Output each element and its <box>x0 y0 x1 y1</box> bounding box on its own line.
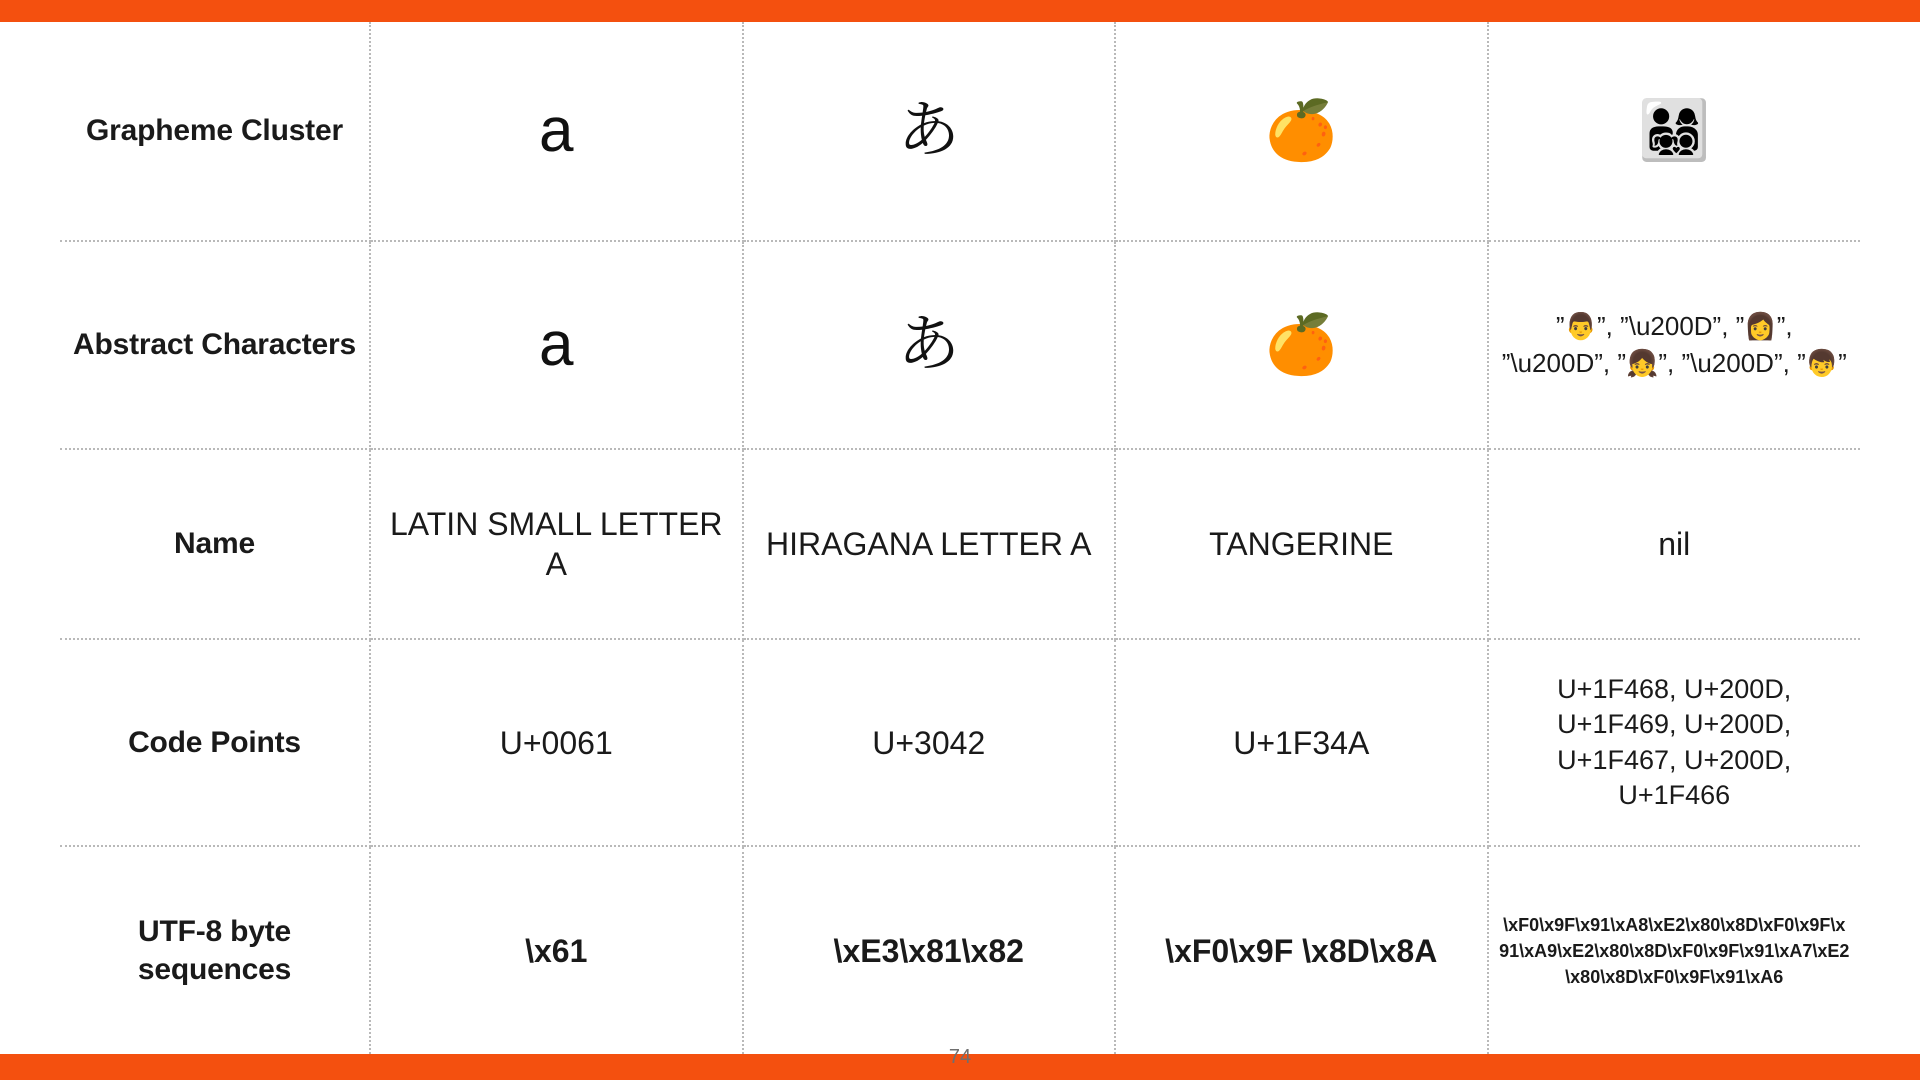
cell-abstract-latin: a <box>370 241 743 449</box>
row-label-utf8-bytes: UTF-8 byte sequences <box>60 846 370 1054</box>
cell-name-hiragana: HIRAGANA LETTER A <box>743 449 1116 639</box>
slide-body <box>0 22 1920 1054</box>
cell-utf8-tangerine: \xF0\x9F \x8D\x8A <box>1115 846 1488 1054</box>
cell-name-tangerine: TANGERINE <box>1115 449 1488 639</box>
page-number: 74 <box>948 1046 972 1068</box>
cell-grapheme-family: 👨‍👩‍👧‍👦 <box>1488 22 1861 241</box>
cell-codepoints-hiragana: U+3042 <box>743 639 1116 847</box>
cell-name-latin: LATIN SMALL LETTER A <box>370 449 743 639</box>
bottom-accent-bar <box>0 1046 1920 1080</box>
top-accent-bar <box>0 0 1920 22</box>
cell-utf8-family: \xF0\x9F\x91\xA8\xE2\x80\x8D\xF0\x9F\x91\xA9\xE2\x80\x8D\xF0\x9F\x91\xA7\xE2\x80\x8D\xF0\x9F\x91\xA6 <box>1499 914 1850 987</box>
table-row <box>60 22 1860 241</box>
cell-codepoints-family: U+1F468, U+200D, U+1F469, U+200D, U+1F467, U+200D, U+1F466 <box>1488 639 1861 847</box>
cell-grapheme-tangerine: 🍊 <box>1115 22 1488 241</box>
row-label-name: Name <box>60 449 370 639</box>
table-row <box>60 639 1860 847</box>
cell-abstract-hiragana: あ <box>743 241 1116 449</box>
cell-abstract-tangerine: 🍊 <box>1115 241 1488 449</box>
cell-utf8-latin: \x61 <box>370 846 743 1054</box>
cell-name-family: nil <box>1488 449 1861 639</box>
cell-codepoints-latin: U+0061 <box>370 639 743 847</box>
row-label-code-points: Code Points <box>60 639 370 847</box>
cell-grapheme-latin: a <box>370 22 743 241</box>
cell-utf8-hiragana: \xE3\x81\x82 <box>743 846 1116 1054</box>
cell-grapheme-hiragana: あ <box>743 22 1116 241</box>
table-row <box>60 846 1860 1054</box>
table-row <box>60 449 1860 639</box>
unicode-comparison-table <box>60 22 1860 1054</box>
table-row <box>60 241 1860 449</box>
cell-codepoints-tangerine: U+1F34A <box>1115 639 1488 847</box>
cell-abstract-family: ”👨”, ”\u200D”, ”👩”, ”\u200D”, ”👧”, ”\u200D”, ”👦” <box>1488 241 1861 449</box>
row-label-grapheme-cluster: Grapheme Cluster <box>60 22 370 241</box>
row-label-abstract-characters: Abstract Characters <box>60 241 370 449</box>
